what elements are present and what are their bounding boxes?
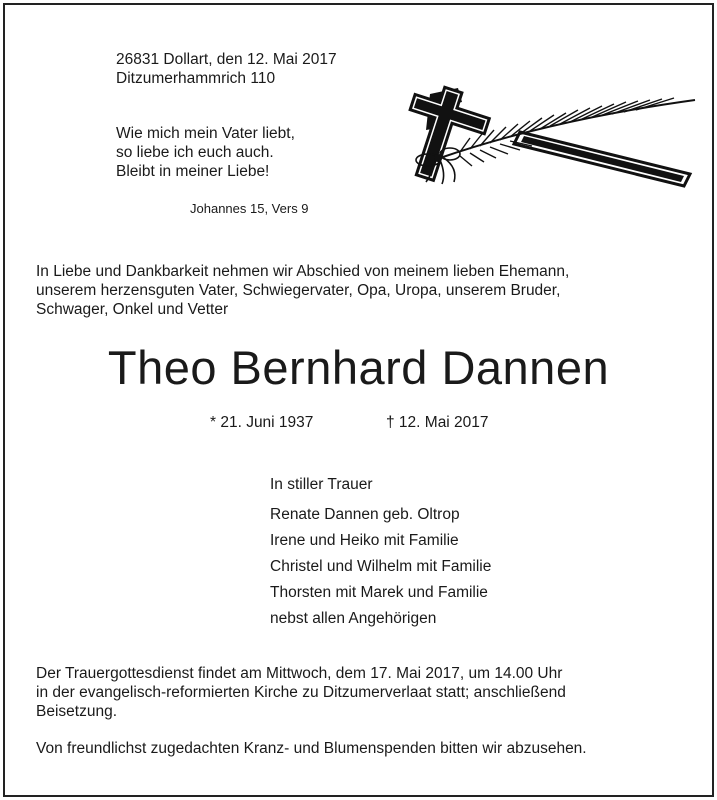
intro-line: In Liebe und Dankbarkeit nehmen wir Abschied von meinem lieben Ehemann, [36,263,570,280]
verse-line: so liebe ich euch auch. [116,144,274,161]
cross-palm-icon [400,80,700,192]
mourners-heading: In stiller Trauer [270,476,373,493]
mourners-list [270,472,491,632]
birth-date: * 21. Juni 1937 [210,414,314,431]
service-line: Beisetzung. [36,703,117,720]
service-line: in der evangelisch-reformierten Kirche zu Ditzumerverlaat statt; anschließend [36,684,566,701]
mourner-entry: Thorsten mit Marek und Familie [270,584,488,601]
verse-line: Wie mich mein Vater liebt, [116,125,295,142]
bible-verse [116,124,295,181]
funeral-service-info [36,664,686,721]
street-address: Ditzumerhammrich 110 [116,70,276,87]
intro-text [36,262,686,319]
address-block [116,50,337,88]
mourner-entry: Renate Dannen geb. Oltrop [270,506,460,523]
mourner-entry: Christel und Wilhelm mit Familie [270,558,492,575]
flowers-note: Von freundlichst zugedachten Kranz- und Blumenspenden bitten wir abzusehen. [36,740,587,757]
mourner-entry: nebst allen Angehörigen [270,610,437,627]
intro-line: unserem herzensguten Vater, Schwiegervater, Opa, Uropa, unserem Bruder, [36,282,561,299]
verse-source: Johannes 15, Vers 9 [190,201,309,216]
verse-line: Bleibt in meiner Liebe! [116,163,270,180]
mourner-entry: Irene und Heiko mit Familie [270,532,459,549]
service-line: Der Trauergottesdienst findet am Mittwoch, dem 17. Mai 2017, um 14.00 Uhr [36,665,563,682]
death-date: † 12. Mai 2017 [386,414,489,431]
place-date: 26831 Dollart, den 12. Mai 2017 [116,51,337,68]
deceased-name: Theo Bernhard Dannen [107,341,610,394]
intro-line: Schwager, Onkel und Vetter [36,301,229,318]
